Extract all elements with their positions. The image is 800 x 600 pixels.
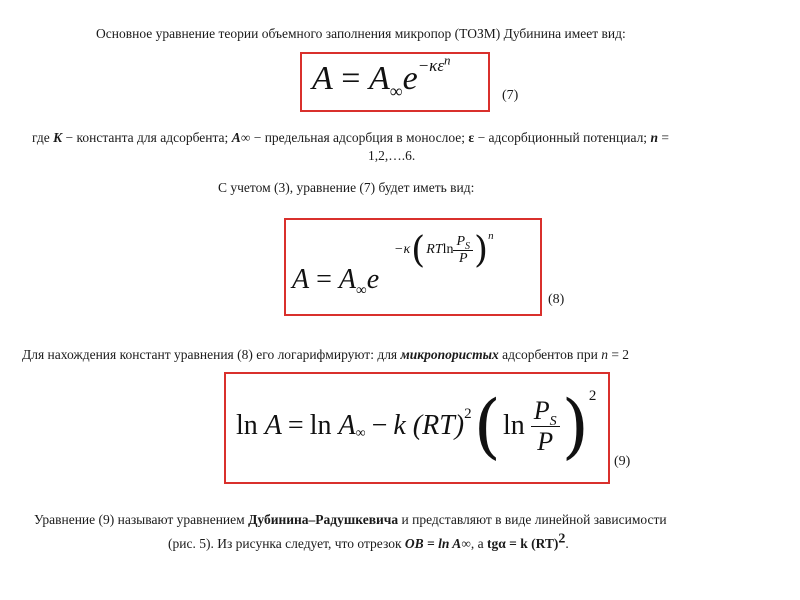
eq8-left-paren: ( <box>411 229 426 271</box>
where-ainf: A∞ <box>231 130 251 145</box>
eq8-fraction <box>453 234 473 267</box>
eq8-e: e <box>366 264 380 295</box>
eq9-label: (9) <box>614 454 631 469</box>
final-line-2 <box>168 531 569 554</box>
eq8-num: P <box>456 233 466 249</box>
where-p3: − предельная адсорбция в монослое; <box>250 130 469 145</box>
eq8-num-sub: S <box>465 240 471 252</box>
with-note: С учетом (3), уравнение (7) будет иметь вид: <box>218 180 475 195</box>
where-p2: − константа для адсорбента; <box>62 130 232 145</box>
eq8-ln: ln <box>442 242 454 257</box>
eq9-a: A <box>264 410 282 441</box>
eq9-ainf: A <box>338 410 356 441</box>
final-p5: . <box>565 536 569 551</box>
eq8-exp-pre: −κ <box>394 242 411 257</box>
where-p1: где <box>32 130 54 145</box>
eq9-num: P <box>533 395 550 425</box>
eq9-left-paren: ( <box>473 385 501 467</box>
final-p4: , а <box>470 536 487 551</box>
where-k: K <box>53 130 63 145</box>
where-line-1 <box>32 128 669 148</box>
where-n: n <box>650 130 658 145</box>
final-p2: и представляют в виде линейной зависимости <box>398 512 667 527</box>
eq7-exp-sup: n <box>444 52 451 68</box>
final-p1: Уравнение (9) называют уравнением <box>34 512 249 527</box>
eq8-rt: RT <box>426 242 443 257</box>
eq7-lhs: A <box>312 60 333 97</box>
eq7-a-sub: ∞ <box>389 80 403 101</box>
log-note-p2: адсорбентов при <box>498 347 602 362</box>
equation-8 <box>292 264 380 299</box>
eq7-exp: −κε <box>417 55 445 75</box>
eq8-right-paren: ) <box>474 229 489 271</box>
intro-text: Основное уравнение теории объемного заполнения микропор (ТОЗМ) Дубинина имеет вид: <box>96 26 626 41</box>
eq9-num-sub: S <box>549 413 557 429</box>
where-p5: = <box>657 130 669 145</box>
eq8-a: A <box>338 264 357 295</box>
eq7-e: e <box>402 60 418 97</box>
eq9-minus: − <box>371 410 388 441</box>
equation-9: ln A = ln A $_\infty$ − k (RT) $^2$ ( ln $\frac{P_S}{P}$ ) $^2$ <box>236 385 597 467</box>
eq7-label: (7) <box>502 88 519 103</box>
final-name: Дубинина–Радушкевича <box>248 512 399 527</box>
eq9-right-paren: ) <box>561 385 589 467</box>
where-p4: − адсорбционный потенциал; <box>474 130 651 145</box>
log-note-p1: Для нахождения констант уравнения (8) его логарифмируют: для <box>22 347 401 362</box>
equation-7 <box>312 52 451 101</box>
where-line-2: 1,2,….6. <box>368 148 416 163</box>
final-p3: (рис. 5). Из рисунка следует, что отрезок <box>168 536 405 551</box>
eq8-den: P <box>458 250 468 266</box>
final-tg: tgα = k (RT) <box>486 536 559 551</box>
log-note-n: n <box>601 347 608 362</box>
eq8-a-sub: ∞ <box>356 282 367 299</box>
eq8-equals: = <box>316 264 332 295</box>
log-note-p3: = 2 <box>607 347 630 362</box>
final-tg-sup: 2 <box>558 531 566 547</box>
eq7-equals: = <box>341 60 361 97</box>
eq8-lhs: A <box>292 264 310 295</box>
final-ob: ОВ = ln A∞ <box>404 536 471 551</box>
eq9-ln1: ln <box>236 410 258 441</box>
log-note-bold: микропористых <box>400 347 499 362</box>
eq8-label: (8) <box>548 292 565 307</box>
eq9-k: k <box>393 410 406 441</box>
eq9-fraction <box>531 396 560 457</box>
equation-8-exponent: −κ ( RT ln $\frac{P_S}{P}$ ) $^n$ <box>394 229 494 271</box>
where-eps: ε <box>468 130 475 145</box>
eq9-ln3: ln <box>502 410 525 441</box>
log-note <box>22 345 629 365</box>
final-line-1 <box>34 510 667 530</box>
eq9-rt: (RT) <box>412 410 465 441</box>
eq7-a: A <box>368 60 390 97</box>
eq9-den: P <box>537 426 554 456</box>
eq9-equals: = <box>287 410 304 441</box>
eq9-ln2: ln <box>309 410 332 441</box>
